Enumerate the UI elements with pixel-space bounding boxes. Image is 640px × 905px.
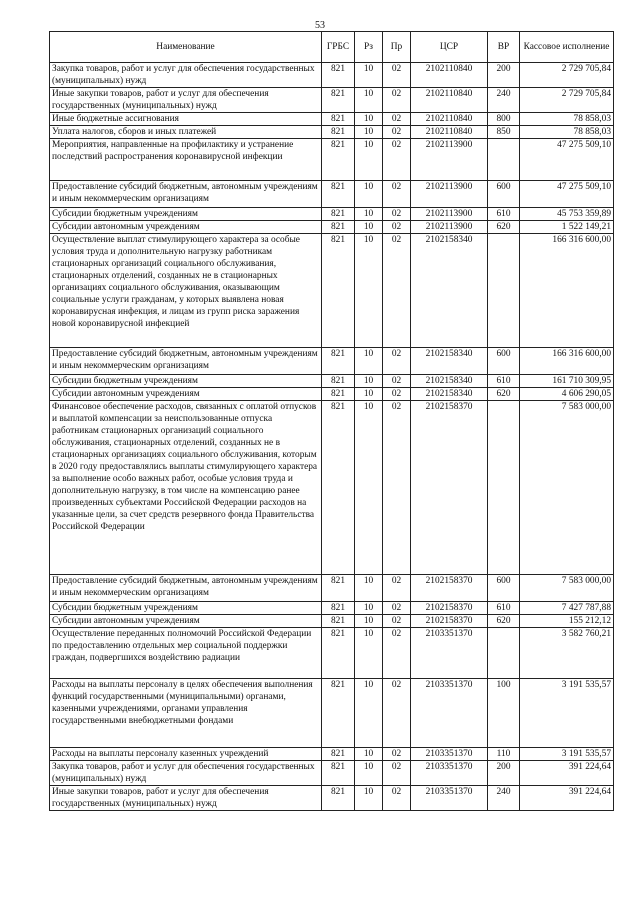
cell-amount: 391 224,64 [520, 786, 614, 811]
cell-rz: 10 [355, 401, 383, 575]
cell-pr: 02 [383, 126, 411, 139]
cell-amount: 166 316 600,00 [520, 348, 614, 375]
table-body [50, 63, 614, 811]
cell-amount: 1 522 149,21 [520, 221, 614, 234]
cell-vr: 240 [488, 88, 520, 113]
cell-csr: 2102158370 [411, 602, 488, 615]
cell-amount: 47 275 509,10 [520, 139, 614, 181]
cell-amount: 7 427 787,88 [520, 602, 614, 615]
table-row [50, 63, 614, 88]
cell-amount: 7 583 000,00 [520, 401, 614, 575]
cell-grbs: 821 [322, 63, 355, 88]
cell-name: Финансовое обеспечение расходов, связанных с оплатой отпусков и выплатой компенсации за неиспользованные отпуска работникам стационарных организаций социального обслуживания, стационарных отделений, созданных не в стационарных организациях социального обслуживания, которым в 2020 году предоставлялись выплаты стимулирующего характера за выполнение особо важных работ, особые условия труда и дополнительную нагрузку, в том числе на компенсацию ранее произведенных субъектами Российской Федерации расходов на указанные цели, за счет средств резервного фонда Правительства Российской Федерации [50, 401, 322, 575]
table-row [50, 181, 614, 208]
column-header-amount: Кассовое исполнение [520, 32, 614, 63]
cell-rz: 10 [355, 181, 383, 208]
cell-csr: 2103351370 [411, 628, 488, 679]
cell-csr: 2102158340 [411, 375, 488, 388]
cell-pr: 02 [383, 388, 411, 401]
cell-vr: 610 [488, 602, 520, 615]
cell-csr: 2102158340 [411, 348, 488, 375]
cell-name: Закупка товаров, работ и услуг для обеспечения государственных (муниципальных) нужд [50, 63, 322, 88]
cell-grbs: 821 [322, 761, 355, 786]
cell-pr: 02 [383, 679, 411, 748]
cell-pr: 02 [383, 615, 411, 628]
cell-rz: 10 [355, 234, 383, 348]
cell-name: Иные бюджетные ассигнования [50, 113, 322, 126]
cell-pr: 02 [383, 208, 411, 221]
cell-grbs: 821 [322, 575, 355, 602]
cell-csr: 2102113900 [411, 139, 488, 181]
cell-rz: 10 [355, 761, 383, 786]
cell-rz: 10 [355, 388, 383, 401]
cell-amount: 47 275 509,10 [520, 181, 614, 208]
table-row [50, 748, 614, 761]
cell-rz: 10 [355, 139, 383, 181]
table-row [50, 602, 614, 615]
cell-vr: 610 [488, 375, 520, 388]
cell-grbs: 821 [322, 679, 355, 748]
cell-name: Субсидии бюджетным учреждениям [50, 208, 322, 221]
cell-vr: 800 [488, 113, 520, 126]
cell-pr: 02 [383, 575, 411, 602]
cell-rz: 10 [355, 615, 383, 628]
cell-amount: 3 582 760,21 [520, 628, 614, 679]
cell-amount: 391 224,64 [520, 761, 614, 786]
cell-grbs: 821 [322, 181, 355, 208]
cell-csr: 2102113900 [411, 208, 488, 221]
cell-pr: 02 [383, 786, 411, 811]
table-header-row [50, 32, 614, 63]
table-row [50, 575, 614, 602]
cell-vr: 200 [488, 761, 520, 786]
cell-csr: 2102110840 [411, 126, 488, 139]
cell-vr: 620 [488, 221, 520, 234]
cell-grbs: 821 [322, 602, 355, 615]
cell-amount: 161 710 309,95 [520, 375, 614, 388]
cell-rz: 10 [355, 602, 383, 615]
table-row [50, 628, 614, 679]
page-number: 53 [315, 20, 325, 31]
cell-rz: 10 [355, 221, 383, 234]
cell-grbs: 821 [322, 113, 355, 126]
cell-grbs: 821 [322, 375, 355, 388]
cell-name: Уплата налогов, сборов и иных платежей [50, 126, 322, 139]
cell-csr: 2102110840 [411, 113, 488, 126]
cell-vr: 110 [488, 748, 520, 761]
cell-csr: 2102158340 [411, 234, 488, 348]
cell-csr: 2102158370 [411, 401, 488, 575]
cell-vr: 600 [488, 181, 520, 208]
cell-amount: 45 753 359,89 [520, 208, 614, 221]
cell-pr: 02 [383, 748, 411, 761]
table-row [50, 388, 614, 401]
cell-grbs: 821 [322, 208, 355, 221]
cell-rz: 10 [355, 679, 383, 748]
cell-pr: 02 [383, 139, 411, 181]
table-row [50, 234, 614, 348]
cell-name: Субсидии автономным учреждениям [50, 615, 322, 628]
cell-name: Расходы на выплаты персоналу казенных учреждений [50, 748, 322, 761]
cell-csr: 2103351370 [411, 786, 488, 811]
table-row [50, 139, 614, 181]
cell-csr: 2102110840 [411, 63, 488, 88]
cell-grbs: 821 [322, 628, 355, 679]
cell-csr: 2103351370 [411, 761, 488, 786]
cell-rz: 10 [355, 375, 383, 388]
cell-name: Иные закупки товаров, работ и услуг для обеспечения государственных (муниципальных) нужд [50, 88, 322, 113]
cell-vr: 600 [488, 348, 520, 375]
cell-vr [488, 234, 520, 348]
cell-rz: 10 [355, 208, 383, 221]
cell-csr: 2103351370 [411, 679, 488, 748]
cell-name: Субсидии автономным учреждениям [50, 221, 322, 234]
cell-amount: 78 858,03 [520, 113, 614, 126]
cell-csr: 2102158370 [411, 575, 488, 602]
budget-execution-table [49, 31, 614, 811]
cell-grbs: 821 [322, 139, 355, 181]
column-header-pr: Пр [383, 32, 411, 63]
column-header-rz: Рз [355, 32, 383, 63]
table-row [50, 679, 614, 748]
cell-grbs: 821 [322, 221, 355, 234]
cell-csr: 2102113900 [411, 221, 488, 234]
table-row [50, 88, 614, 113]
table-row [50, 348, 614, 375]
cell-name: Осуществление переданных полномочий Российской Федерации по предоставлению отдельных мер социальной поддержки граждан, подвергшихся воздействию радиации [50, 628, 322, 679]
cell-rz: 10 [355, 88, 383, 113]
cell-amount: 2 729 705,84 [520, 88, 614, 113]
table-row [50, 126, 614, 139]
cell-name: Предоставление субсидий бюджетным, автономным учреждениям и иным некоммерческим организациям [50, 348, 322, 375]
cell-name: Расходы на выплаты персоналу в целях обеспечения выполнения функций государственными (муниципальными) органами, казенными учреждениями, органами управления государственными внебюджетными фондами [50, 679, 322, 748]
cell-csr: 2102113900 [411, 181, 488, 208]
table-row [50, 375, 614, 388]
cell-rz: 10 [355, 575, 383, 602]
cell-rz: 10 [355, 748, 383, 761]
cell-name: Предоставление субсидий бюджетным, автономным учреждениям и иным некоммерческим организациям [50, 181, 322, 208]
cell-vr [488, 139, 520, 181]
cell-pr: 02 [383, 88, 411, 113]
column-header-grbs: ГРБС [322, 32, 355, 63]
cell-rz: 10 [355, 113, 383, 126]
cell-csr: 2102110840 [411, 88, 488, 113]
cell-vr: 850 [488, 126, 520, 139]
cell-vr: 240 [488, 786, 520, 811]
cell-amount: 2 729 705,84 [520, 63, 614, 88]
cell-rz: 10 [355, 786, 383, 811]
cell-amount: 3 191 535,57 [520, 679, 614, 748]
cell-name: Иные закупки товаров, работ и услуг для обеспечения государственных (муниципальных) нужд [50, 786, 322, 811]
cell-grbs: 821 [322, 126, 355, 139]
cell-rz: 10 [355, 628, 383, 679]
cell-rz: 10 [355, 126, 383, 139]
cell-name: Субсидии автономным учреждениям [50, 388, 322, 401]
table-row [50, 401, 614, 575]
cell-amount: 155 212,12 [520, 615, 614, 628]
cell-pr: 02 [383, 181, 411, 208]
cell-pr: 02 [383, 761, 411, 786]
cell-amount: 7 583 000,00 [520, 575, 614, 602]
table-row [50, 786, 614, 811]
column-header-csr: ЦСР [411, 32, 488, 63]
cell-amount: 3 191 535,57 [520, 748, 614, 761]
cell-vr: 200 [488, 63, 520, 88]
cell-name: Осуществление выплат стимулирующего характера за особые условия труда и дополнительную нагрузку работникам стационарных организаций социального обслуживания, стационарных отделений, созданных не в стационарных организациях социального обслуживания, оказывающим социальные услуги гражданам, у которых выявлена новая коронавирусная инфекция, и лицам из групп риска заражения новой коронавирусной инфекцией [50, 234, 322, 348]
cell-grbs: 821 [322, 748, 355, 761]
cell-pr: 02 [383, 113, 411, 126]
cell-pr: 02 [383, 234, 411, 348]
cell-name: Мероприятия, направленные на профилактику и устранение последствий распространения коронавирусной инфекции [50, 139, 322, 181]
table-row [50, 221, 614, 234]
cell-csr: 2102158340 [411, 388, 488, 401]
cell-vr: 620 [488, 388, 520, 401]
cell-name: Закупка товаров, работ и услуг для обеспечения государственных (муниципальных) нужд [50, 761, 322, 786]
cell-name: Субсидии бюджетным учреждениям [50, 375, 322, 388]
column-header-name: Наименование [50, 32, 322, 63]
cell-vr: 620 [488, 615, 520, 628]
cell-grbs: 821 [322, 615, 355, 628]
cell-vr [488, 628, 520, 679]
cell-rz: 10 [355, 348, 383, 375]
cell-grbs: 821 [322, 234, 355, 348]
cell-csr: 2103351370 [411, 748, 488, 761]
cell-vr: 610 [488, 208, 520, 221]
cell-pr: 02 [383, 602, 411, 615]
cell-rz: 10 [355, 63, 383, 88]
cell-pr: 02 [383, 401, 411, 575]
cell-grbs: 821 [322, 348, 355, 375]
cell-pr: 02 [383, 221, 411, 234]
cell-pr: 02 [383, 628, 411, 679]
cell-grbs: 821 [322, 401, 355, 575]
cell-name: Субсидии бюджетным учреждениям [50, 602, 322, 615]
table-row [50, 761, 614, 786]
cell-vr: 100 [488, 679, 520, 748]
cell-pr: 02 [383, 63, 411, 88]
cell-amount: 4 606 290,05 [520, 388, 614, 401]
cell-csr: 2102158370 [411, 615, 488, 628]
cell-pr: 02 [383, 348, 411, 375]
cell-vr: 600 [488, 575, 520, 602]
cell-name: Предоставление субсидий бюджетным, автономным учреждениям и иным некоммерческим организациям [50, 575, 322, 602]
cell-grbs: 821 [322, 88, 355, 113]
table-row [50, 113, 614, 126]
column-header-vr: ВР [488, 32, 520, 63]
cell-amount: 78 858,03 [520, 126, 614, 139]
table-row [50, 615, 614, 628]
table-row [50, 208, 614, 221]
cell-grbs: 821 [322, 388, 355, 401]
cell-vr [488, 401, 520, 575]
cell-pr: 02 [383, 375, 411, 388]
cell-amount: 166 316 600,00 [520, 234, 614, 348]
cell-grbs: 821 [322, 786, 355, 811]
